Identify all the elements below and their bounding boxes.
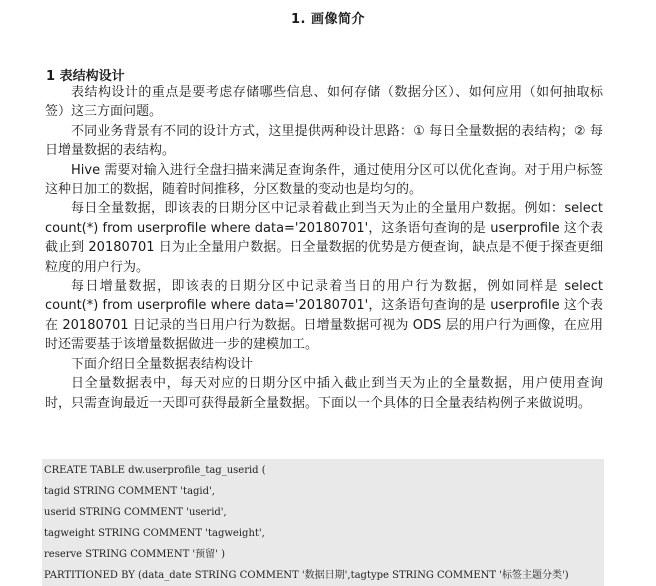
paragraph-daily-incremental: 每日增量数据，即该表的日期分区中记录着当日的用户行为数据，例如同样是 select count(*) from userprofile where data='20180701'，这条语句查询的是 userprofile 这个表在 20180701 日记录的当日用户行为数据。日增量数据可视为 ODS 层的用户行为画像，在应用时还需要基于该增量数据做进一步的建模加工。: [45, 279, 603, 353]
code-line: userid STRING COMMENT 'userid',: [44, 507, 227, 518]
code-line: PARTITIONED BY (data_date STRING COMMENT '数据日期',tagtype STRING COMMENT '标签主题分类'): [44, 570, 569, 581]
code-line: tagweight STRING COMMENT 'tagweight',: [44, 528, 265, 539]
paragraph-design-approaches: 不同业务背景有不同的设计方式，这里提供两种设计思路：① 每日全量数据的表结构；② 每日增量数据的表结构。: [45, 123, 603, 159]
page-title: 1. 画像简介: [290, 12, 365, 27]
paragraph-full-table-detail: 日全量数据表中，每天对应的日期分区中插入截止到当天为止的全量数据，用户使用查询时，只需查询最近一天即可获得最新全量数据。下面以一个具体的日全量表结构例子来做说明。: [45, 376, 603, 411]
code-line: tagid STRING COMMENT 'tagid',: [44, 486, 215, 497]
code-line: reserve STRING COMMENT '预留' ): [44, 549, 225, 560]
code-line: CREATE TABLE dw.userprofile_tag_userid (: [44, 465, 266, 476]
paragraph-daily-full: 每日全量数据，即该表的日期分区中记录着截止到当天为止的全量用户数据。例如：select count(*) from userprofile where data='20180701'，这条语句查询的是 userprofile 这个表截止到 20180701 日为止全量用户数据。日全量数据的优势是方便查询，缺点是不便于探查更细粒度的用户行为。: [45, 201, 603, 275]
body-text: [45, 83, 603, 413]
paragraph-intro: 表结构设计的重点是要考虑存储哪些信息、如何存储（数据分区）、如何应用（如何抽取标签）这三方面问题。: [45, 85, 603, 120]
section-heading: 1 表结构设计: [46, 69, 125, 84]
code-block: [42, 459, 604, 586]
paragraph-full-table-intro: 下面介绍日全量数据表结构设计: [71, 356, 254, 372]
paragraph-hive-partition: Hive 需要对输入进行全盘扫描来满足查询条件，通过使用分区可以优化查询。对于用户标签这种日加工的数据，随着时间推移，分区数量的变动也是均匀的。: [45, 162, 603, 198]
